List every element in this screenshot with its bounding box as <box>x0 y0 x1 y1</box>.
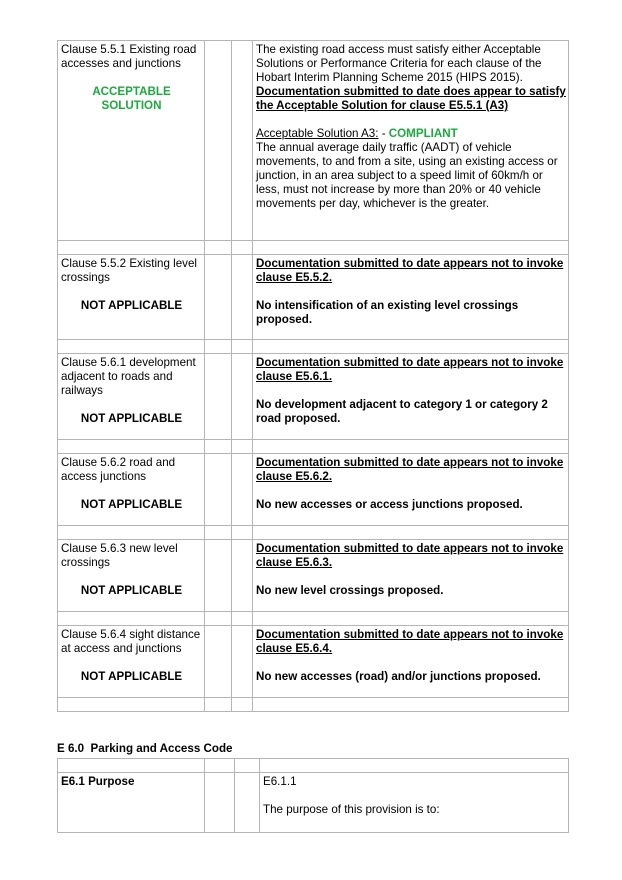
status-label: NOT APPLICABLE <box>80 299 183 312</box>
status-label: NOT APPLICABLE <box>80 412 183 425</box>
clause-cell <box>58 41 205 241</box>
clause-cell <box>58 626 205 698</box>
clause-label: Clause 5.6.2 road and access junctions <box>61 456 176 483</box>
acceptable-solution-line <box>256 127 566 141</box>
check-cell <box>205 540 232 612</box>
status-label: NOT APPLICABLE <box>80 584 183 597</box>
assessment-cell <box>253 354 569 440</box>
finding-text: Documentation submitted to date appears not to invoke clause E5.6.4. <box>256 628 564 655</box>
clause-label: Clause 5.6.1 development adjacent to roads and railways <box>61 356 196 397</box>
clause-cell <box>58 454 205 526</box>
check-cell <box>205 41 232 241</box>
detail-text: The annual average daily traffic (AADT) of vehicle movements, to and from a site, using an existing access or junction, in an area subject to a speed limit of 60km/h or less, must not increase by more than 20% or 40 vehicle movements per day, whichever is the greater. <box>256 141 558 210</box>
assessment-table <box>57 40 569 712</box>
clause-cell <box>58 354 205 440</box>
assessment-cell <box>260 773 569 833</box>
table-row <box>58 255 569 340</box>
status-label: ACCEPTABLE SOLUTION <box>92 85 171 112</box>
spacer-row <box>58 526 569 540</box>
detail-text: No development adjacent to category 1 or category 2 road proposed. <box>256 398 548 425</box>
detail-text: No intensification of an existing level crossings proposed. <box>256 299 519 326</box>
spacer-row <box>58 340 569 354</box>
detail-text: No new level crossings proposed. <box>256 584 444 597</box>
finding-text: Documentation submitted to date does appear to satisfy the Acceptable Solution for clause E5.5.1 (A3) <box>256 85 566 112</box>
acceptable-solution-label: Acceptable Solution A3: <box>256 127 379 140</box>
check-cell <box>232 626 253 698</box>
separator: - <box>378 127 389 140</box>
check-cell <box>232 354 253 440</box>
table-row <box>58 773 569 833</box>
check-cell <box>232 255 253 340</box>
table-row <box>58 626 569 698</box>
finding-text: Documentation submitted to date appears not to invoke clause E5.6.3. <box>256 542 564 569</box>
purpose-ref: E6.1.1 <box>263 775 297 788</box>
purpose-label: E6.1 Purpose <box>61 775 135 788</box>
clause-label: Clause 5.6.3 new level crossings <box>61 542 178 569</box>
spacer-row <box>58 241 569 255</box>
finding-text: Documentation submitted to date appears not to invoke clause E5.6.2. <box>256 456 564 483</box>
table-row <box>58 454 569 526</box>
check-cell <box>235 773 260 833</box>
assessment-cell <box>253 255 569 340</box>
finding-text: Documentation submitted to date appears not to invoke clause E5.5.2. <box>256 257 564 284</box>
clause-cell <box>58 773 205 833</box>
check-cell <box>205 626 232 698</box>
clause-label: Clause 5.5.1 Existing road accesses and junctions <box>61 43 197 70</box>
status-label: NOT APPLICABLE <box>80 498 183 511</box>
spacer-row <box>58 612 569 626</box>
check-cell <box>205 454 232 526</box>
check-cell <box>232 41 253 241</box>
clause-label: Clause 5.5.2 Existing level crossings <box>61 257 197 284</box>
clause-cell <box>58 255 205 340</box>
clause-cell <box>58 540 205 612</box>
table-row <box>58 540 569 612</box>
check-cell <box>205 773 235 833</box>
parking-code-table <box>57 758 569 833</box>
assessment-cell <box>253 540 569 612</box>
finding-text: Documentation submitted to date appears not to invoke clause E5.6.1. <box>256 356 564 383</box>
spacer-row <box>58 698 569 712</box>
check-cell <box>205 354 232 440</box>
detail-text: No new accesses or access junctions proposed. <box>256 498 523 511</box>
status-label: NOT APPLICABLE <box>80 670 183 683</box>
table-row <box>58 41 569 241</box>
purpose-text: The purpose of this provision is to: <box>263 803 440 816</box>
assessment-cell <box>253 454 569 526</box>
requirement-text: The existing road access must satisfy either Acceptable Solutions or Performance Criteria for each clause of the Hobart Interim Planning Scheme 2015 (HIPS 2015). <box>256 43 542 84</box>
assessment-cell <box>253 41 569 241</box>
clause-label: Clause 5.6.4 sight distance at access and junctions <box>61 628 201 655</box>
check-cell <box>205 255 232 340</box>
detail-text: No new accesses (road) and/or junctions proposed. <box>256 670 541 683</box>
spacer-row <box>58 440 569 454</box>
table-row <box>58 354 569 440</box>
spacer-row <box>58 759 569 773</box>
check-cell <box>232 454 253 526</box>
section-heading: E 6.0 Parking and Access Code <box>57 742 233 755</box>
compliance-result: COMPLIANT <box>388 127 458 140</box>
check-cell <box>232 540 253 612</box>
assessment-cell <box>253 626 569 698</box>
